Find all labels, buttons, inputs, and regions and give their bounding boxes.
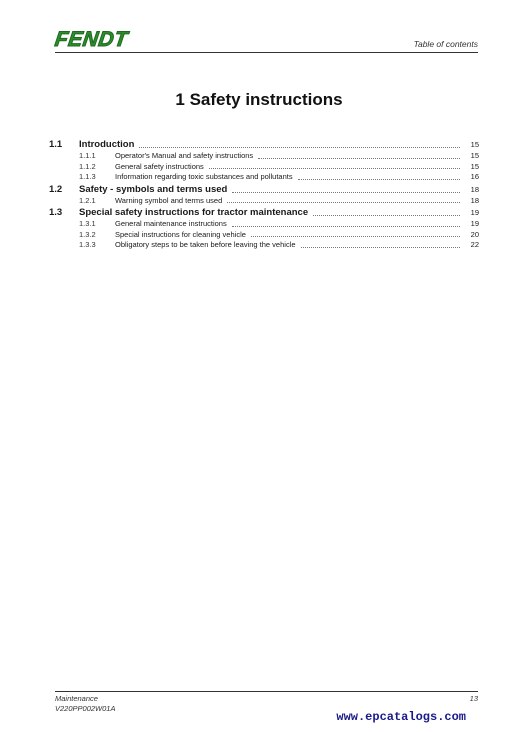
toc-entry-1-1-3[interactable] (49, 172, 479, 183)
footer-divider (55, 691, 478, 692)
toc-entry-1-3-3[interactable] (49, 240, 479, 251)
toc-number: 1.3.1 (79, 219, 96, 228)
toc-entry-1-2[interactable] (49, 184, 479, 196)
toc-label: Obligatory steps to be taken before leaving the vehicle (115, 240, 296, 249)
toc-leader (232, 225, 460, 227)
toc-entry-1-3-2[interactable] (49, 230, 479, 241)
toc-entry-1-2-1[interactable] (49, 196, 479, 207)
toc-leader (251, 235, 460, 237)
toc-number: 1.1 (49, 139, 63, 150)
toc-number: 1.1.3 (79, 172, 96, 181)
chapter-title: 1 Safety instructions (175, 90, 343, 109)
toc-number: 1.3 (49, 207, 63, 218)
toc-entry-1-3-1[interactable] (49, 219, 479, 230)
toc-entry-1-1-1[interactable] (49, 151, 479, 162)
header-section-title: Table of contents (413, 39, 478, 49)
footer-page-number: 13 (469, 694, 478, 703)
toc-page: 15 (470, 151, 479, 160)
toc-number: 1.1.1 (79, 151, 96, 160)
toc-label: Warning symbol and terms used (115, 195, 223, 205)
footer-doc-code: V220PP002W01A (55, 704, 116, 713)
toc-entry-1-3[interactable] (49, 207, 479, 219)
table-of-contents (49, 138, 479, 251)
toc-label: Operator's Manual and safety instructions (115, 151, 254, 160)
toc-leader (232, 191, 460, 193)
toc-label: Safety - symbols and terms used (79, 183, 228, 195)
toc-leader (209, 167, 460, 169)
toc-number: 1.1.2 (79, 161, 96, 171)
footer-section: Maintenance (55, 694, 98, 703)
toc-label: Introduction (79, 139, 135, 150)
toc-leader (227, 201, 460, 203)
toc-page: 19 (470, 219, 479, 228)
toc-label: Special instructions for cleaning vehicle (115, 229, 246, 239)
toc-number: 1.2.1 (79, 195, 96, 205)
toc-label: General safety instructions (115, 161, 204, 171)
toc-label: Information regarding toxic substances and pollutants (115, 172, 293, 181)
toc-number: 1.3.2 (79, 229, 96, 239)
header-divider (55, 52, 478, 53)
toc-page: 20 (470, 229, 479, 239)
toc-page: 15 (470, 140, 479, 149)
toc-number: 1.3.3 (79, 240, 96, 249)
toc-leader (258, 157, 460, 159)
toc-page: 15 (470, 161, 479, 171)
toc-leader (313, 214, 460, 216)
toc-page: 19 (470, 208, 479, 217)
toc-label: Special safety instructions for tractor maintenance (79, 207, 309, 218)
toc-leader (298, 178, 460, 180)
watermark-link[interactable]: www.epcatalogs.com (336, 710, 466, 724)
toc-number: 1.2 (49, 183, 63, 195)
toc-page: 22 (470, 240, 479, 249)
footer-info (55, 694, 115, 714)
toc-leader (139, 146, 460, 148)
toc-page: 16 (470, 172, 479, 181)
toc-entry-1-1-2[interactable] (49, 162, 479, 173)
fendt-logo: FENDT (53, 28, 130, 51)
toc-entry-1-1[interactable] (49, 139, 479, 151)
toc-leader (301, 246, 460, 248)
toc-page: 18 (470, 195, 479, 205)
toc-label: General maintenance instructions (115, 219, 227, 228)
toc-page: 18 (470, 184, 479, 194)
